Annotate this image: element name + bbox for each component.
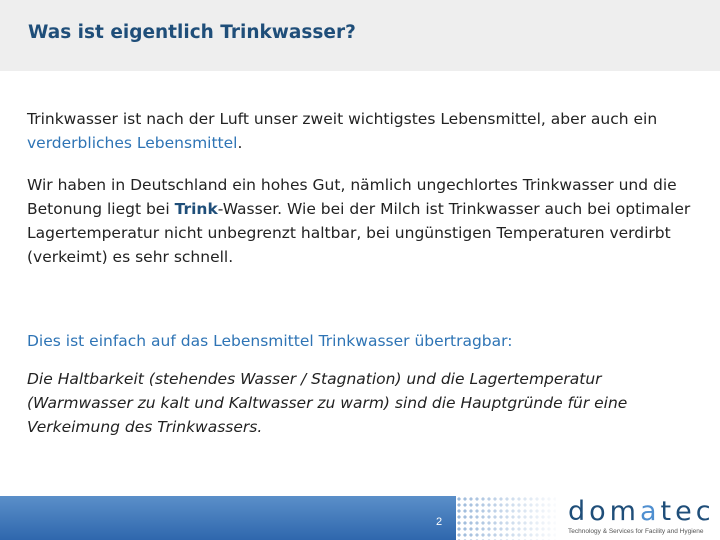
paragraph-3: Dies ist einfach auf das Lebensmittel Trinkwasser übertragbar:	[27, 332, 513, 350]
domatec-logo	[568, 496, 715, 527]
paragraph-1-highlight: verderbliches Lebensmittel	[27, 134, 238, 152]
paragraph-1	[27, 107, 707, 155]
footer	[0, 496, 720, 540]
paragraph-2-end: -Wasser. Wie bei der Milch ist Trinkwasser auch bei optimaler Lagertemperatur nicht unbegrenzt haltbar, bei ungünstigen Temperaturen verdirbt (verkeimt) es sehr schnell.	[27, 200, 691, 266]
paragraph-4: Die Haltbarkeit (stehendes Wasser / Stagnation) und die Lagertemperatur (Warmwasser zu kalt und Kaltwasser zu warm) sind die Hauptgründe für eine Verkeimung des Trinkwassers.	[27, 370, 628, 436]
title-bar	[0, 0, 720, 71]
paragraph-2-highlight: Trink	[174, 200, 218, 218]
logo-text-part1: dom	[568, 496, 640, 527]
paragraph-1-text: Trinkwasser ist nach der Luft unser zweit wichtigstes Lebensmittel, aber auch ein	[27, 110, 658, 128]
paragraph-2-text: Wir haben in Deutschland ein hohes Gut, nämlich ungechlortes Trinkwasser und die Betonung liegt bei	[27, 176, 677, 218]
dot-pattern-fade	[456, 496, 556, 540]
paragraph-2	[27, 173, 707, 269]
logo-tagline: Technology & Services for Facility and Hygiene	[568, 528, 704, 535]
paragraph-1-end: .	[237, 134, 243, 152]
logo-text-part2: tec	[660, 496, 715, 527]
logo-text-accent: a	[639, 496, 661, 527]
footer-bar	[0, 496, 456, 540]
page-number: 2	[436, 516, 443, 528]
slide-title: Was ist eigentlich Trinkwasser?	[28, 22, 356, 43]
